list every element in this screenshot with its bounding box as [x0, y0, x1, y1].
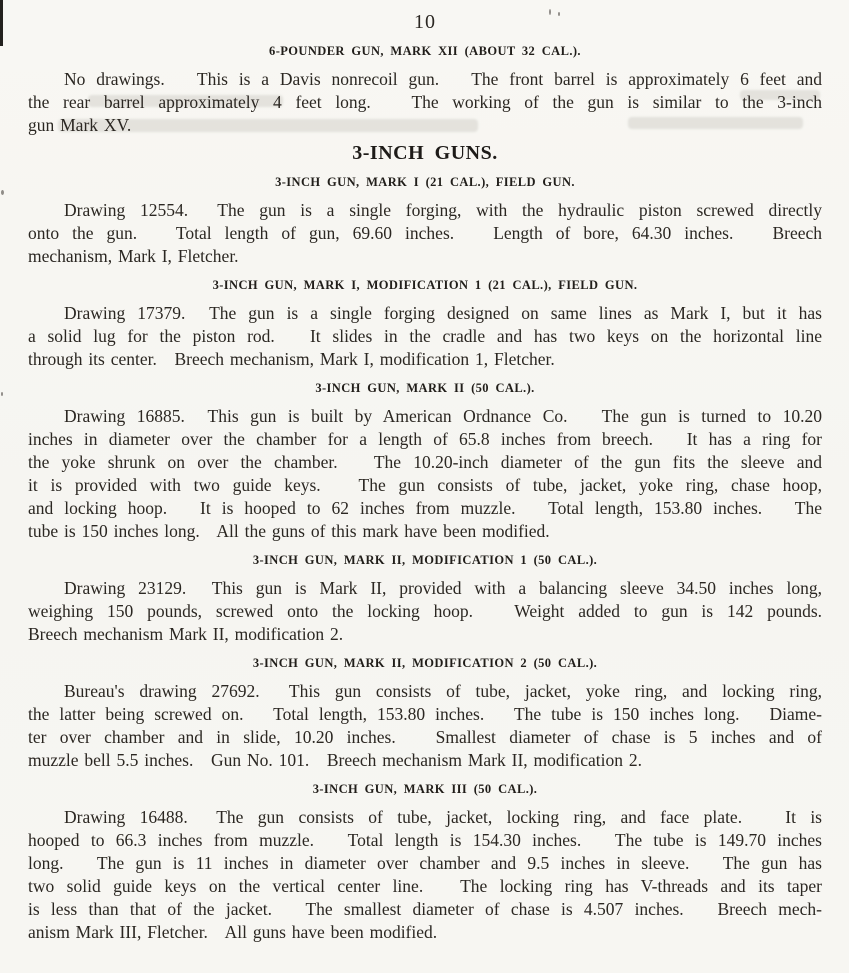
paragraph-line: the yoke shrunk on over the chamber. The 10.20-inch diameter of the gun fits the sleeve and [28, 452, 822, 472]
paragraph-line: Drawing 23129. This gun is Mark II, provided with a balancing sleeve 34.50 inches long, [64, 578, 822, 598]
paragraph-line: gun Mark XV. [28, 115, 132, 135]
paragraph-line: the rear barrel approximately 4 feet long. The working of the gun is similar to the 3-inch [28, 92, 822, 112]
paragraph [28, 680, 822, 772]
paragraph [28, 199, 822, 268]
paragraph-line: the latter being screwed on. Total length, 153.80 inches. The tube is 150 inches long. Diame- [28, 704, 822, 724]
gun-subheading: 3-INCH GUN, MARK I (21 CAL.), FIELD GUN. [275, 175, 575, 189]
paragraph [28, 405, 822, 543]
page-content [28, 0, 822, 944]
paragraph [28, 302, 822, 371]
section-heading: 3-INCH GUNS. [352, 142, 498, 164]
scan-artifact [1, 190, 4, 195]
paragraph-line: through its center. Breech mechanism, Mark I, modification 1, Fletcher. [28, 349, 555, 369]
paragraph-line: Drawing 17379. The gun is a single forging designed on same lines as Mark I, but it has [64, 303, 822, 323]
paragraph-line: No drawings. This is a Davis nonrecoil gun. The front barrel is approximately 6 feet and [64, 69, 822, 89]
paragraph-line: Drawing 12554. The gun is a single forging, with the hydraulic piston screwed directly [64, 200, 822, 220]
paragraph-line: a solid lug for the piston rod. It slides in the cradle and has two keys on the horizontal line [28, 326, 822, 346]
paragraph-line: long. The gun is 11 inches in diameter over chamber and 9.5 inches in sleeve. The gun has [28, 853, 822, 873]
paragraph-line: it is provided with two guide keys. The gun consists of tube, jacket, yoke ring, chase hoop, [28, 475, 822, 495]
paragraph-line: Breech mechanism Mark II, modification 2. [28, 624, 344, 644]
paragraph [28, 806, 822, 944]
paragraph-line: weighing 150 pounds, screwed onto the locking hoop. Weight added to gun is 142 pounds. [28, 601, 822, 621]
paragraph-line: onto the gun. Total length of gun, 69.60 inches. Length of bore, 64.30 inches. Breech [28, 223, 822, 243]
paragraph-line: is less than that of the jacket. The smallest diameter of chase is 4.507 inches. Breech mech- [28, 899, 822, 919]
gun-subheading: 6-POUNDER GUN, MARK XII (ABOUT 32 CAL.). [269, 44, 581, 58]
paragraph-line: and locking hoop. It is hooped to 62 inches from muzzle. Total length, 153.80 inches. The [28, 498, 822, 518]
gun-subheading: 3-INCH GUN, MARK II (50 CAL.). [315, 381, 535, 395]
paragraph-line: hooped to 66.3 inches from muzzle. Total length is 154.30 inches. The tube is 149.70 inches [28, 830, 822, 850]
gun-subheading: 3-INCH GUN, MARK I, MODIFICATION 1 (21 CAL.), FIELD GUN. [212, 278, 638, 292]
paragraph-line: anism Mark III, Fletcher. All guns have been modified. [28, 922, 438, 942]
scan-artifact [0, 0, 3, 46]
paragraph-line: inches in diameter over the chamber for a length of 65.8 inches from breech. It has a ring for [28, 429, 822, 449]
gun-subheading: 3-INCH GUN, MARK III (50 CAL.). [312, 782, 538, 796]
gun-subheading: 3-INCH GUN, MARK II, MODIFICATION 1 (50 CAL.). [252, 553, 598, 567]
page-number: 10 [414, 11, 436, 33]
paragraph-line: Bureau's drawing 27692. This gun consists of tube, jacket, yoke ring, and locking ring, [64, 681, 822, 701]
gun-subheading: 3-INCH GUN, MARK II, MODIFICATION 2 (50 CAL.). [252, 656, 598, 670]
paragraph-line: two solid guide keys on the vertical center line. The locking ring has V-threads and its taper [28, 876, 822, 896]
paragraph-line: Drawing 16488. The gun consists of tube, jacket, locking ring, and face plate. It is [64, 807, 822, 827]
scan-artifact [1, 392, 3, 396]
paragraph-line: muzzle bell 5.5 inches. Gun No. 101. Breech mechanism Mark II, modification 2. [28, 750, 642, 770]
paragraph [28, 68, 822, 137]
paragraph-line: ter over chamber and in slide, 10.20 inches. Smallest diameter of chase is 5 inches and of [28, 727, 822, 747]
paragraph-line: Drawing 16885. This gun is built by American Ordnance Co. The gun is turned to 10.20 [64, 406, 822, 426]
paragraph-line: tube is 150 inches long. All the guns of this mark have been modified. [28, 521, 550, 541]
paragraph [28, 577, 822, 646]
paragraph-line: mechanism, Mark I, Fletcher. [28, 246, 239, 266]
